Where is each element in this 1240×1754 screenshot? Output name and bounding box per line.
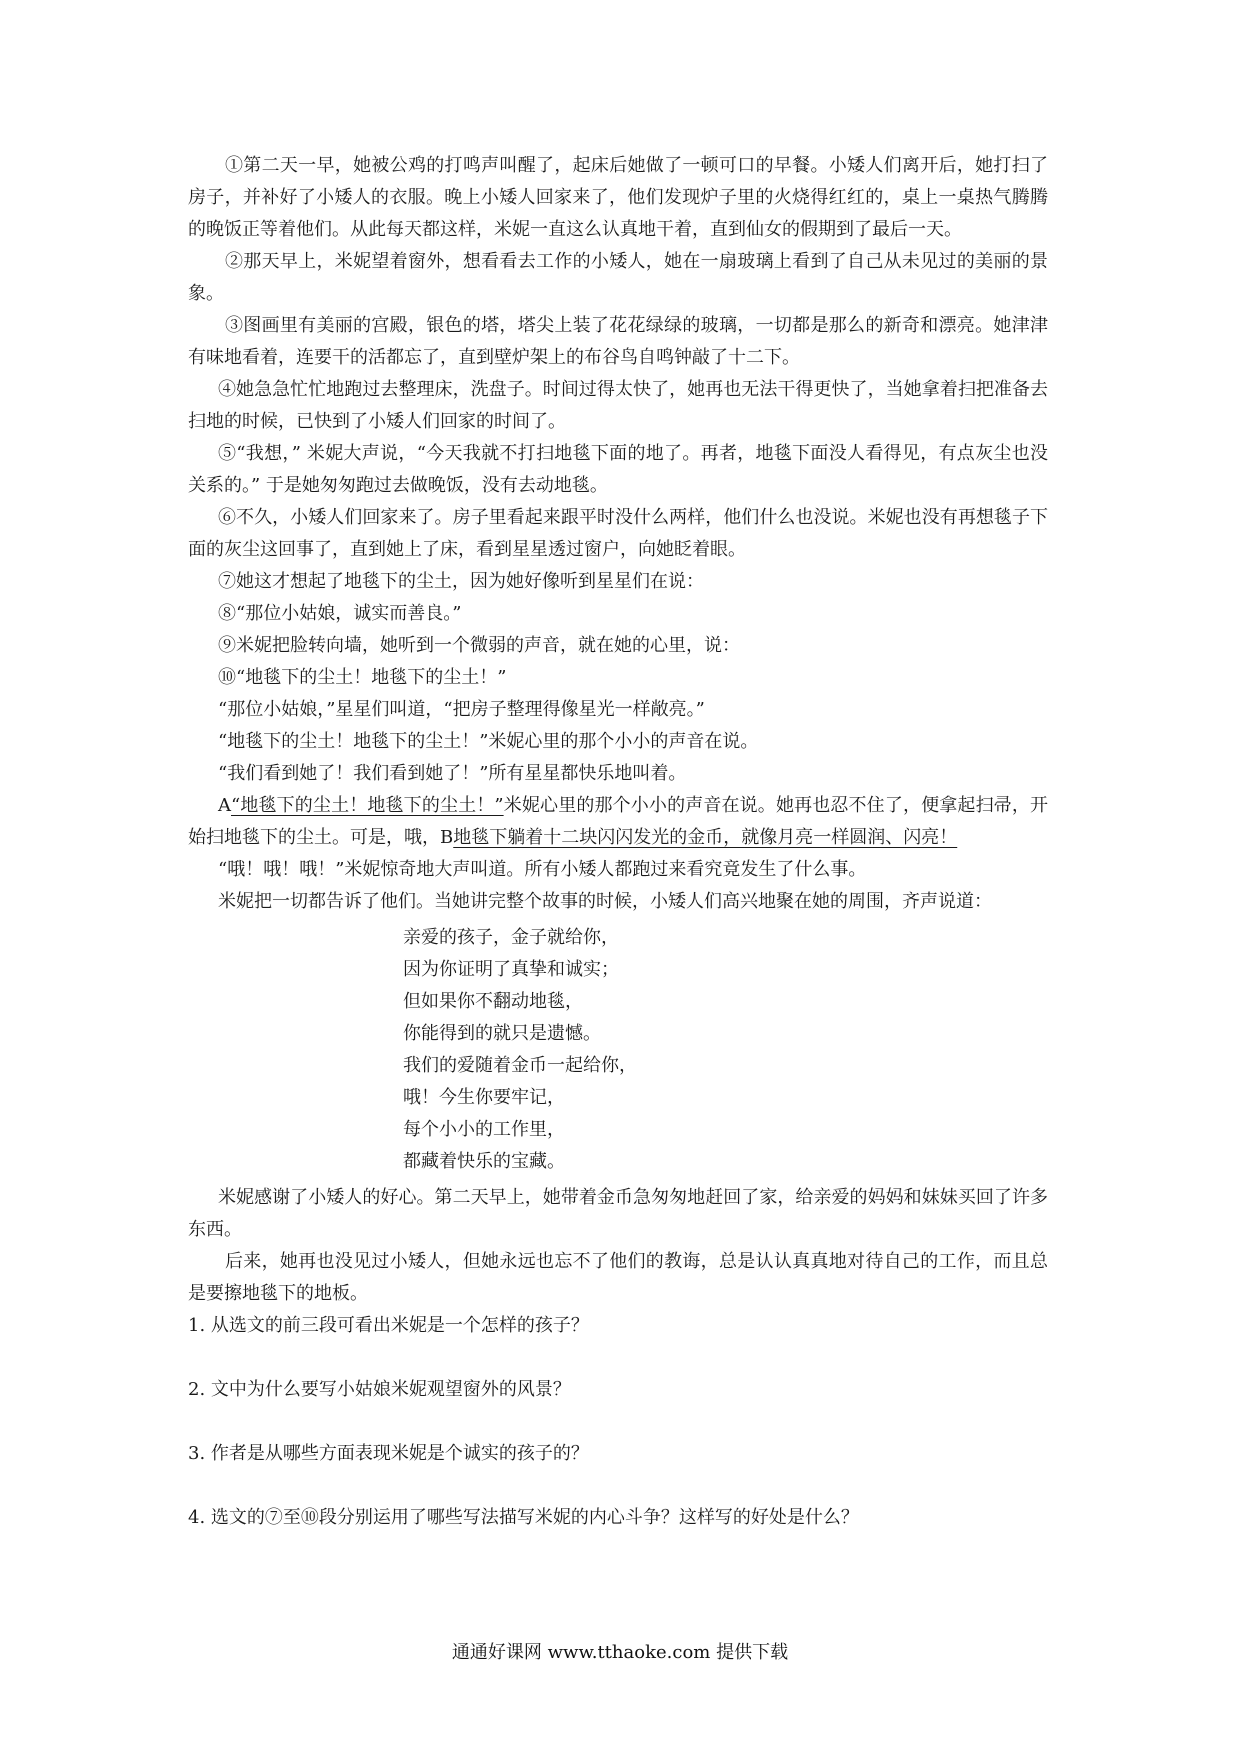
poem-line: 每个小小的工作里，	[403, 1119, 565, 1140]
underlined-sentence-a: “地毯下的尘土！地毯下的尘土！”	[231, 795, 504, 816]
marker-a: A	[218, 795, 231, 816]
question-list	[188, 1310, 1048, 1534]
paragraph-7: ⑦她这才想起了地毯下的尘土，因为她好像听到星星们在说：	[218, 571, 704, 592]
poem-line: 因为你证明了真挚和诚实；	[403, 959, 619, 980]
underlined-sentence-b: 地毯下躺着十二块闪闪发光的金币，就像月亮一样圆润、闪亮！	[453, 827, 958, 848]
poem-line: 但如果你不翻动地毯，	[403, 991, 583, 1012]
poem-line: 都藏着快乐的宝藏。	[403, 1151, 565, 1172]
document-body	[188, 150, 1048, 1534]
paragraph-8: ⑧“那位小姑娘，诚实而善良。”	[218, 603, 462, 624]
paragraph-13: “我们看到她了！我们看到她了！”所有星星都快乐地叫着。	[218, 763, 687, 784]
question-2: 2. 文中为什么要写小姑娘米妮观望窗外的风景？	[188, 1379, 571, 1400]
question-4: 4. 选文的⑦至⑩段分别运用了哪些写法描写米妮的内心斗争？这样写的好处是什么？	[188, 1507, 859, 1528]
paragraph-11: “那位小姑娘，”星星们叫道，“把房子整理得像星光一样敞亮。”	[218, 699, 705, 720]
paragraph-12: “地毯下的尘土！地毯下的尘土！”米妮心里的那个小小的声音在说。	[218, 731, 759, 752]
paragraph-9: ⑨米妮把脸转向墙，她听到一个微弱的声音，就在她的心里，说：	[218, 635, 740, 656]
page-footer: 通通好课网 www.tthaoke.com 提供下载	[451, 1642, 789, 1663]
poem-line: 亲爱的孩子，金子就给你，	[403, 927, 619, 948]
marker-b: B	[440, 827, 454, 848]
paragraph-2: ②那天早上，米妮望着窗外，想看看去工作的小矮人，她在一扇玻璃上看到了自己从未见过的美丽的景象。	[188, 251, 1048, 304]
poem-line: 哦！今生你要牢记，	[403, 1087, 565, 1108]
paragraph-4: ④她急急忙忙地跑过去整理床，洗盘子。时间过得太快了，她再也无法干得更快了，当她拿着扫把准备去扫地的时候，已快到了小矮人们回家的时间了。	[188, 379, 1048, 432]
paragraph-6: ⑥不久，小矮人们回家来了。房子里看起来跟平时没什么两样，他们什么也没说。米妮也没有再想毯子下面的灰尘这回事了，直到她上了床，看到星星透过窗户，向她眨着眼。	[188, 507, 1048, 560]
paragraph-1: ①第二天一早，她被公鸡的打鸣声叫醒了，起床后她做了一顿可口的早餐。小矮人们离开后，她打扫了房子，并补好了小矮人的衣服。晚上小矮人回家来了，他们发现炉子里的火烧得红红的，桌上一桌热气腾腾的晚饭正等着他们。从此每天都这样，米妮一直这么认真地干着，直到仙女的假期到了最后一天。	[188, 155, 1048, 240]
paragraph-14	[188, 790, 1048, 854]
paragraph-10: ⑩“地毯下的尘土！地毯下的尘土！”	[218, 667, 507, 688]
paragraph-5: ⑤“我想，” 米妮大声说，“今天我就不打扫地毯下面的地了。再者，地毯下面没人看得见，有点灰尘也没关系的。” 于是她匆匆跑过去做晚饭，没有去动地毯。	[188, 443, 1048, 496]
paragraph-15: “哦！哦！哦！”米妮惊奇地大声叫道。所有小矮人都跑过来看究竟发生了什么事。	[218, 859, 867, 880]
paragraph-14-middle: 米妮心里的那个小小的声音在说。她再也忍不住了，便拿起扫帚，开始扫地毯下的尘土。可是，哦，	[188, 795, 1049, 848]
paragraph-16: 米妮把一切都告诉了他们。当她讲完整个故事的时候，小矮人们高兴地聚在她的周围，齐声说道：	[218, 891, 992, 912]
paragraph-18: 后来，她再也没见过小矮人，但她永远也忘不了他们的教诲，总是认认真真地对待自己的工作，而且总是要擦地毯下的地板。	[188, 1251, 1048, 1304]
question-3: 3. 作者是从哪些方面表现米妮是个诚实的孩子的？	[188, 1443, 589, 1464]
question-1: 1. 从选文的前三段可看出米妮是一个怎样的孩子？	[188, 1315, 589, 1336]
paragraph-3: ③图画里有美丽的宫殿，银色的塔，塔尖上装了花花绿绿的玻璃，一切都是那么的新奇和漂亮。她津津有味地看着，连要干的活都忘了，直到壁炉架上的布谷鸟自鸣钟敲了十二下。	[188, 315, 1048, 368]
poem-line: 你能得到的就只是遗憾。	[403, 1023, 601, 1044]
paragraph-17: 米妮感谢了小矮人的好心。第二天早上，她带着金币急匆匆地赶回了家，给亲爱的妈妈和妹妹买回了许多东西。	[188, 1187, 1048, 1240]
poem-line: 我们的爱随着金币一起给你，	[403, 1055, 637, 1076]
poem	[188, 922, 1048, 1178]
